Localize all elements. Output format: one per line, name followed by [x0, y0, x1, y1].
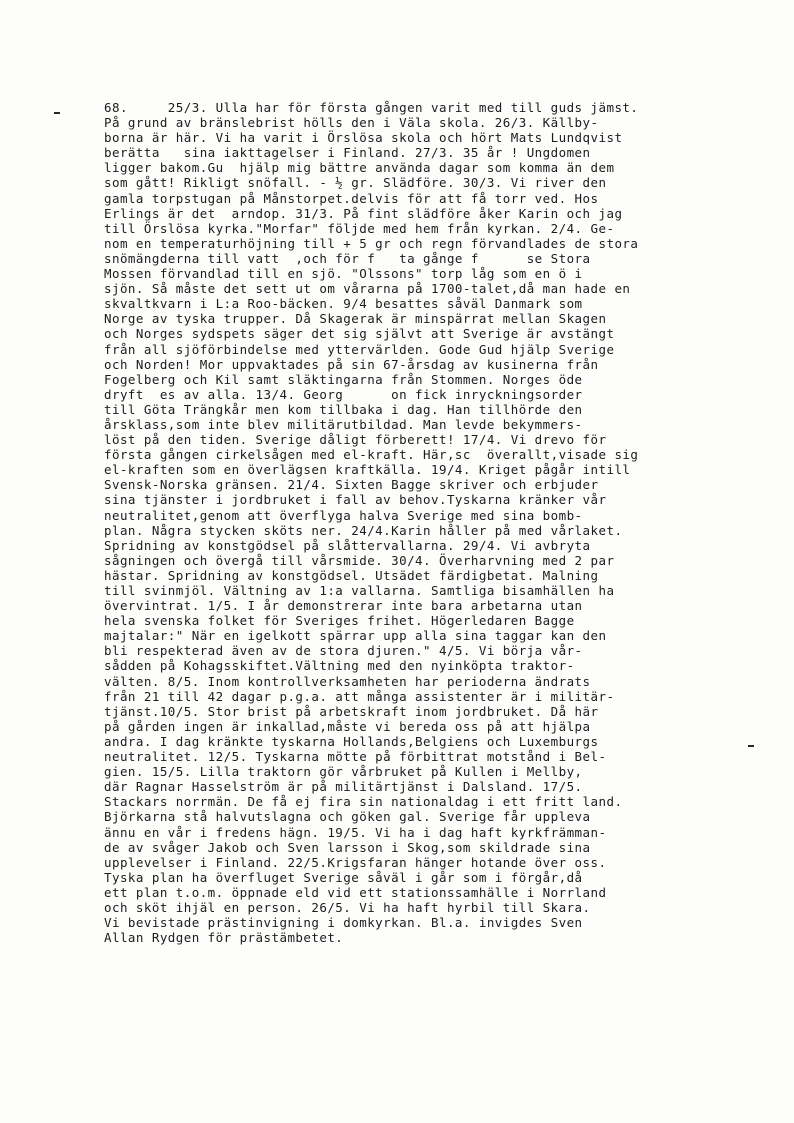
margin-mark-left	[54, 112, 60, 114]
text-line: välten. 8/5. Inom kontrollverksamheten har perioderna ändrats	[104, 673, 591, 689]
typewritten-text-body	[104, 100, 774, 945]
text-line: Spridning av konstgödsel på slåttervallarna. 29/4. Vi avbryta	[104, 537, 591, 553]
text-line: Svensk-Norska gränsen. 21/4. Sixten Bagge skriver och erbjuder	[104, 477, 599, 493]
text-line: och sköt ihjäl en person. 26/5. Vi ha haft hyrbil till Skara.	[104, 899, 591, 915]
text-line: gien. 15/5. Lilla traktorn gör vårbruket på Kullen i Mellby,	[104, 764, 583, 780]
text-line: och Norges sydspets säger det sig självt att Sverige är avstängt	[104, 326, 615, 342]
text-line: från 21 till 42 dagar p.g.a. att många assistenter är i militär-	[104, 688, 615, 704]
text-line: Mossen förvandlad till en sjö. "Olssons" torp låg som en ö i	[104, 266, 583, 282]
text-line: Norge av tyska trupper. Då Skagerak är minspärrat mellan Skagen	[104, 311, 607, 327]
text-line: majtalar:" När en igelkott spärrar upp alla sina taggar kan den	[104, 628, 607, 644]
text-line: där Ragnar Hasselström är på militärtjänst i Dalsland. 17/5.	[104, 779, 583, 795]
text-line: snömängderna till vatt ,och för f ta gånge f se Stora	[104, 250, 591, 266]
text-line: hela svenska folket för Sveriges frihet. Högerledaren Bagge	[104, 613, 575, 629]
text-line: neutralitet,genom att överflyga halva Sverige med sina bomb-	[104, 507, 583, 523]
text-line: På grund av bränslebrist hölls den i Väla skola. 26/3. Källby-	[104, 115, 599, 131]
text-line: Erlings är det arndop. 31/3. På fint slädföre åker Karin och jag	[104, 205, 623, 221]
text-line: Allan Rydgen för prästämbetet.	[104, 930, 344, 946]
text-line: ett plan t.o.m. öppnade eld vid ett stationssamhälle i Norrland	[104, 884, 607, 900]
text-line: på gården ingen är inkallad,måste vi bereda oss på att hjälpa	[104, 718, 591, 734]
text-line: sjön. Så måste det sett ut om vårarna på 1700-talet,då man hade en	[104, 281, 631, 297]
text-line: från all sjöförbindelse med yttervärlden. Gode Gud hjälp Sverige	[104, 341, 615, 357]
text-line: borna är här. Vi ha varit i Örslösa skola och hört Mats Lundqvist	[104, 130, 623, 146]
text-line: Stackars norrmän. De få ej fira sin nationaldag i ett fritt land.	[104, 794, 623, 810]
text-line: ännu en vår i fredens hägn. 19/5. Vi ha i dag haft kyrkfrämman-	[104, 824, 607, 840]
text-line: upplevelser i Finland. 22/5.Krigsfaran hänger hotande över oss.	[104, 854, 607, 870]
text-line: bli respekterad även av de stora djuren." 4/5. Vi börja vår-	[104, 643, 583, 659]
text-line: Fogelberg och Kil samt släktingarna från Stommen. Norges öde	[104, 371, 583, 387]
text-line: till Göta Trängkår men kom tillbaka i dag. Han tillhörde den	[104, 401, 583, 417]
text-line: till svinmjöl. Vältning av 1:a vallarna. Samtliga bisamhällen ha	[104, 583, 615, 598]
text-line: löst på den tiden. Sverige dåligt förberett! 17/4. Vi drevo för	[104, 432, 607, 448]
text-line: skvaltkvarn i L:a Roo-bäcken. 9/4 besattes såväl Danmark som	[104, 296, 583, 312]
text-line: gamla torpstugan på Månstorpet.delvis för att få torr ved. Hos	[104, 190, 599, 206]
text-line: plan. Några stycken sköts ner. 24/4.Karin håller på med vårlaket.	[104, 522, 623, 538]
text-line: dryft es av alla. 13/4. Georg on fick inryckningsorder	[104, 386, 583, 402]
text-line: berätta sina iakttagelser i Finland. 27/3. 35 år ! Ungdomen	[104, 145, 591, 161]
text-line: tjänst.10/5. Stor brist på arbetskraft inom jordbruket. Då här	[104, 703, 599, 719]
text-line: sina tjänster i jordbruket i fall av behov.Tyskarna kränker vår	[104, 492, 607, 508]
text-line: nom en temperaturhöjning till + 5 gr och regn förvandlades de stora	[104, 235, 639, 251]
text-line: andra. I dag kränkte tyskarna Hollands,Belgiens och Luxemburgs	[104, 733, 599, 749]
text-line: de av svåger Jakob och Sven larsson i Skog,som skildrade sina	[104, 839, 591, 855]
text-line: första gången cirkelsågen med el-kraft. Här,sc överallt,visade sig	[104, 447, 639, 463]
text-line: neutralitet. 12/5. Tyskarna mötte på förbittrat motstånd i Bel-	[104, 749, 607, 765]
text-line: sågningen och övergå till vårsmide. 30/4. Överharvning med 2 par	[104, 552, 615, 568]
text-line: Björkarna stå halvutslagna och göken gal. Sverige får uppleva	[104, 809, 591, 825]
text-line: till Örslösa kyrka."Morfar" följde med hem från kyrkan. 2/4. Ge-	[104, 220, 615, 236]
text-line: 68. 25/3. Ulla har för första gången varit med till guds jämst.	[104, 100, 639, 115]
text-line: årsklass,som inte blev militärutbildad. Man levde bekymmers-	[104, 416, 583, 432]
text-line: Tyska plan ha överfluget Sverige såväl i går som i förgår,då	[104, 869, 583, 885]
text-line: hästar. Spridning av konstgödsel. Utsädet färdigbetat. Malning	[104, 567, 599, 583]
text-line: övervintrat. 1/5. I år demonstrerar inte bara arbetarna utan	[104, 598, 583, 614]
text-line: sådden på Kohagsskiftet.Vältning med den nyinköpta traktor-	[104, 658, 575, 674]
text-line: el-kraften som en överlägsen kraftkälla. 19/4. Kriget pågår intill	[104, 462, 631, 478]
text-line: och Norden! Mor uppvaktades på sin 67-årsdag av kusinerna från	[104, 356, 599, 372]
text-line: ligger bakom.Gu hjälp mig bättre använda dagar som komma än dem	[104, 160, 615, 176]
text-line: som gått! Rikligt snöfall. - ½ gr. Slädföre. 30/3. Vi river den	[104, 175, 607, 191]
text-line: Vi bevistade prästinvigning i domkyrkan. Bl.a. invigdes Sven	[104, 915, 583, 931]
